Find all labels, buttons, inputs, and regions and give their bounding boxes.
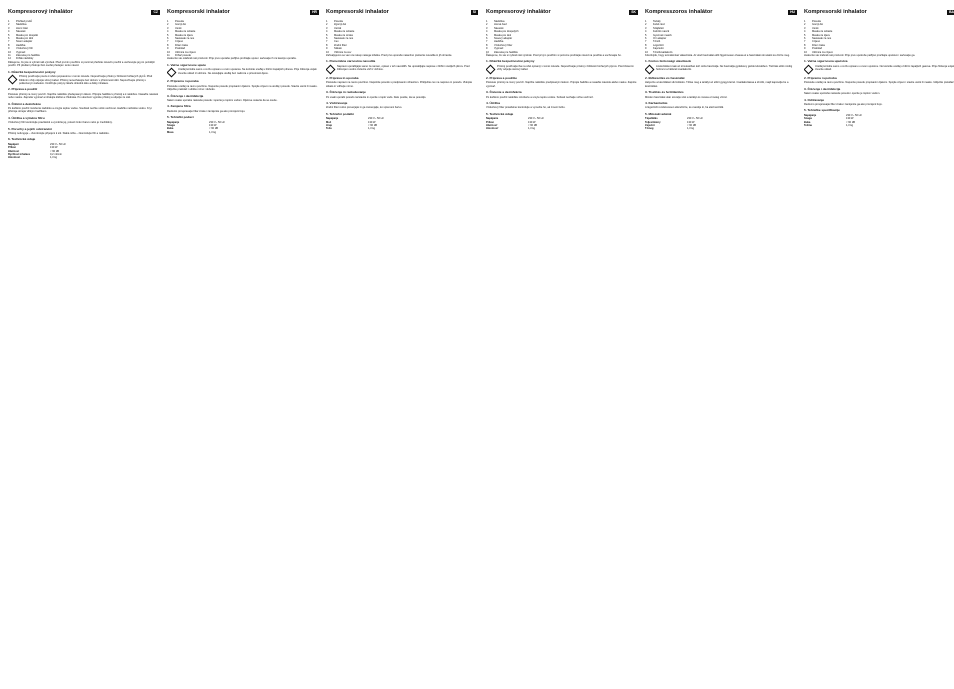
legend-number: 7	[804, 40, 806, 44]
legend-number: 5	[486, 33, 488, 37]
section-heading: 1. Fontos biztonsági utasítások	[645, 59, 692, 64]
intro-text: Ďakujeme, že ste si vybrali náš výrobok. Pred prvým použitím si pozorne prečítajte návod na použitie a uschovajte ho.	[486, 54, 622, 58]
legend-label: Zásuvka pro hadičku	[16, 54, 40, 58]
legend-label: Zračni filter	[334, 43, 347, 47]
manual-column	[8, 8, 160, 680]
section-heading: 3. Tisztítás és fertőtlenítés	[645, 90, 684, 95]
section-heading: 3. Čištění a dezinfekce	[8, 101, 42, 106]
spec-table	[8, 143, 160, 160]
legend-number: 9	[167, 47, 169, 51]
legend-number: 10	[167, 50, 170, 54]
legend-number: 8	[326, 43, 328, 47]
language-badge: BA	[949, 9, 954, 14]
legend-number: 12	[8, 57, 11, 61]
section-body: Redovito provjeravajte filtar zraka i zamijenite ga ako promijeni boju.	[167, 109, 246, 113]
legend-number: 7	[167, 40, 169, 44]
legend-label: Vtičnica za cev	[334, 50, 352, 54]
legend-number: 8	[804, 43, 806, 47]
manual-column	[645, 8, 797, 680]
parts-legend	[167, 20, 319, 57]
spec-table	[167, 121, 319, 135]
spec-key: Snaga	[804, 117, 812, 121]
language-badge: HU	[790, 9, 795, 14]
section-body: Vzduchový filtr kontrolujte pravidelně a vyměňte jej, pokud změní barvu nebo je znečištěný.	[8, 121, 113, 125]
legend-label: Felnőtt maszk	[653, 30, 670, 34]
intro-text: Děkujeme, že jste si vybrali náš výrobek. Před prvním použitím si pozorně přečtěte návod k použití a uschovejte jej pro pozdější použití. Při předání přístroje třetí osobě předejte i tento návod.	[8, 60, 155, 68]
section-body: Uređaj koristite samo u svrhu opisanu u ovim uputama. Ne koristite uređaj u blizini zapaljivih plinova. Prije čišćenja uvijek izvucite utikač iz utičnice. Ne ostavljajte uređaj bez nadzora u prisutnosti djece.	[178, 68, 317, 75]
legend-number: 4	[8, 30, 10, 34]
spec-key: Napajanje	[167, 120, 180, 124]
section-heading: 4. Údržba a výměna filtru	[8, 115, 45, 120]
section-body: Minden használat után szerelje szét a tartályt és mossa el meleg vízzel.	[645, 95, 728, 99]
legend-number: 5	[8, 33, 10, 37]
manual-column	[167, 8, 319, 680]
legend-label: Maska za odrasle	[334, 30, 355, 34]
parts-legend	[486, 20, 638, 54]
warning-icon	[8, 75, 17, 85]
legend-number: 2	[486, 23, 488, 27]
column-title: Kompresszoros inhalátor	[645, 8, 713, 15]
warning-note	[8, 75, 160, 85]
warning-icon	[167, 68, 176, 78]
legend-label: Maska za odrasle	[175, 30, 196, 34]
spec-value: < 60 dB	[368, 123, 378, 127]
language-badge: SK	[631, 9, 636, 14]
section-body: Zračni filter redno preverjajte in ga zamenjajte, ko spremeni barvo.	[326, 106, 403, 110]
legend-number: 4	[804, 30, 806, 34]
legend-label: Orr adapter	[653, 37, 667, 41]
legend-number: 2	[167, 23, 169, 27]
spec-key: Napájení	[8, 142, 19, 146]
spec-value: 130 W	[528, 120, 536, 124]
legend-label: Náustok	[494, 26, 504, 30]
legend-label: Maska pre dospelých	[494, 30, 519, 34]
legend-label: Ustnik	[334, 26, 342, 30]
section-heading: 4. Údržba	[486, 100, 500, 105]
legend-number: 11	[8, 54, 11, 58]
legend-label: Posoda	[334, 20, 343, 23]
legend-number: 2	[8, 23, 10, 27]
manual-column	[326, 8, 478, 680]
warning-icon	[804, 64, 813, 74]
legend-label: Vzduchový filtr	[16, 47, 33, 51]
column-title: Kompresorski inhalator	[804, 8, 867, 15]
legend-number: 3	[167, 26, 169, 30]
section-body: Redovno provjeravajte filter zraka i zamijenite ga ako promijeni boju.	[804, 102, 883, 106]
spec-value: 130 W	[368, 120, 376, 124]
legend-number: 10	[486, 50, 489, 54]
legend-number: 8	[645, 43, 647, 47]
section-heading: 3. Čišćenje i dezinfekcija	[804, 86, 841, 91]
legend-label: Zásuvka pre hadičku	[494, 50, 518, 54]
section-heading: 1. Pomembna varnostna navodila	[326, 59, 376, 64]
parts-legend	[326, 20, 478, 54]
spec-value: 230 V~ 50 Hz	[50, 142, 66, 146]
warning-note	[486, 65, 638, 74]
spec-key: Rychlost inhalace	[8, 153, 31, 156]
section-heading: 5. Poruchy a jejich odstranění	[8, 126, 52, 131]
spec-key: Tömeg	[645, 127, 654, 131]
legend-label: Nádobka	[494, 20, 505, 23]
legend-label: Vypínač	[494, 47, 504, 51]
column-title: Kompresorový inhalátor	[8, 8, 73, 15]
legend-number: 2	[804, 23, 806, 27]
spec-table	[804, 114, 954, 128]
legend-label: Vypínač	[16, 50, 26, 54]
section-heading: 2. Priprava in uporaba	[326, 75, 359, 80]
section-body: Prístroj používajte iba na účel opísaný v tomto návode. Nepoužívajte prístroj v blízkosti horľavých plynov. Pred čistením vždy odpojte sieťový kábel.	[497, 64, 634, 72]
legend-label: Tömlőcsatlakozó	[653, 50, 673, 54]
intro-text: Hvala što ste odabrali naš proizvod. Prije prve uporabe pažljivo pročitajte upute i sačuvajte ih za kasniju uporabu.	[167, 57, 297, 61]
section-body: Nakon svake upotrebe rastavite posudu i operite je toplom vodom.	[804, 92, 881, 96]
legend-label: Nosový adaptér	[494, 37, 513, 41]
legend-label: Cev	[334, 40, 339, 44]
section-body: Po vsaki uporabi posodo razstavite in operite s toplo vodo. Dele pustite, da se posušijo.	[326, 95, 427, 99]
legend-label: Náustek	[16, 30, 26, 34]
legend-number: 10	[326, 50, 329, 54]
legend-label: Légszűrő	[653, 43, 664, 47]
spec-key: Napájanie	[486, 117, 499, 121]
legend-number: 4	[486, 30, 488, 34]
legend-number: 1	[486, 20, 488, 23]
section-body: Postavte prístroj na rovný povrch. Naplňte nádobku predpísaným liekom. Pripojte hadičku a nasaďte náustok alebo masku. Zapnite vypínač.	[486, 81, 637, 88]
section-body: Přístroj nefunguje – zkontrolujte připojení k síti. Slabá mlha – zkontrolujte filtr a nádobku.	[8, 131, 110, 135]
legend-label: Maska za odrasle	[812, 30, 833, 34]
spec-key: Teljesítmény	[645, 120, 661, 124]
legend-label: Nastavak za nos	[812, 37, 832, 41]
legend-label: Nastavak za nos	[175, 37, 195, 41]
section-body: Postavite napravo na ravno površino. Napolnite posodo s predpisanim zdravilom. Priključite cev na napravo in posodo. Vklopite stikalo in vdihujte mirno.	[326, 81, 473, 88]
spec-key: Hlučnost	[8, 149, 20, 153]
legend-number: 1	[8, 20, 10, 23]
spec-value: 1,3 kg	[209, 130, 217, 134]
spec-value: 130 W	[846, 117, 854, 121]
section-body: A légszűrőt rendszeresen ellenőrizze, és cserélje ki, ha elszíneződik.	[645, 106, 724, 110]
intro-text: Köszönjük, hogy termékünket választotta. Az első használat előtt figyelmesen olvassa el a használati útmutatót és őrizze meg.	[645, 54, 790, 58]
language-badge: CZ	[153, 9, 158, 14]
section-body: A készüléket csak az útmutatóban leírt célra használja. Ne használja gyúlékony gázok közelében. Tisztítás előtt mindig húzza ki a hálózati csatlakozót.	[656, 64, 793, 72]
spec-key: Tápellátás	[645, 117, 658, 121]
spec-key: Buka	[167, 127, 174, 131]
spec-value: 230 V~ 50 Hz	[368, 117, 384, 121]
spec-value: 230 V~ 50 Hz	[209, 120, 225, 124]
legend-label: Maska za otroke	[334, 33, 354, 37]
legend-number: 11	[167, 54, 170, 58]
legend-label: Maska za djecu	[812, 33, 831, 37]
legend-label: Crijevo	[812, 40, 821, 44]
legend-number: 6	[326, 37, 328, 41]
legend-label: Gyermek maszk	[653, 33, 672, 37]
section-heading: 2. Priprema i uporaba	[167, 79, 199, 84]
legend-label: Držák nádobky	[16, 57, 34, 61]
spec-value: 130 W	[209, 123, 217, 127]
legend-label: Prekidač	[812, 47, 823, 51]
spec-heading: 6. Technické údaje	[8, 137, 36, 142]
section-heading: 2. Príprava a použitie	[486, 75, 517, 80]
spec-table	[326, 117, 478, 131]
legend-number: 4	[326, 30, 328, 34]
legend-number: 8	[167, 43, 169, 47]
legend-number: 1	[645, 20, 647, 23]
legend-label: Držač posude	[175, 54, 192, 58]
column-title: Kompresorový inhalátor	[486, 8, 551, 15]
spec-heading: 5. Technické údaje	[486, 111, 514, 116]
spec-key: Zajszint	[645, 123, 655, 127]
warning-note	[167, 68, 319, 77]
legend-label: Crijevo	[175, 40, 184, 44]
spec-heading: 5. Műszaki adatok	[645, 111, 672, 116]
legend-number: 7	[645, 40, 647, 44]
spec-value: 1,3 kg	[528, 127, 536, 131]
legend-number: 6	[804, 37, 806, 41]
legend-number: 3	[645, 26, 647, 30]
spec-key: Moč	[326, 120, 332, 124]
section-body: Vzduchový filter pravidelne kontrolujte a vymeňte ho, ak zmení farbu.	[486, 106, 566, 110]
legend-label: Usnik	[812, 26, 819, 30]
intro-text: Zahvaljujemo se vam za nakup našega izdelka. Pred prvo uporabo natančno preberite navodila in jih shranite.	[326, 54, 453, 58]
spec-key: Težina	[804, 123, 812, 127]
spec-value: < 60 dB	[846, 120, 856, 124]
spec-key: Příkon	[8, 146, 17, 150]
section-heading: 2. Příprava a použití	[8, 87, 38, 92]
legend-number: 1	[804, 20, 806, 23]
legend-number: 10	[804, 50, 807, 54]
spec-heading: 5. Tehničke specifikacije	[804, 108, 840, 113]
legend-number: 8	[486, 43, 488, 47]
section-heading: 4. Vzdrževanje	[326, 100, 348, 105]
legend-label: Nádobka	[16, 23, 27, 27]
column-header	[8, 8, 160, 17]
legend-number: 9	[8, 47, 10, 51]
section-heading: 3. Čistenie a dezinfekcia	[486, 90, 522, 95]
legend-number: 3	[8, 26, 10, 30]
spec-key: Napajanje	[804, 113, 817, 117]
spec-table	[645, 117, 797, 131]
legend-label: Gornji dio	[175, 23, 187, 27]
spec-table	[486, 117, 638, 131]
legend-number: 6	[645, 37, 647, 41]
parts-legend	[8, 20, 160, 61]
legend-label: Tartály	[653, 20, 661, 23]
spec-value: < 60 dB	[209, 127, 219, 131]
spec-key: Hmotnost	[8, 156, 21, 160]
spec-value: 230 V~ 50 Hz	[687, 117, 703, 121]
legend-number: 6	[486, 37, 488, 41]
spec-key: Príkon	[486, 120, 495, 124]
legend-number: 1	[167, 20, 169, 23]
legend-number: 1	[326, 20, 328, 23]
legend-number: 10	[8, 50, 11, 54]
legend-number: 5	[167, 33, 169, 37]
legend-number: 7	[8, 40, 10, 44]
spec-value: < 60 dB	[50, 149, 60, 153]
legend-label: Utičnica za crijevo	[175, 50, 196, 54]
legend-label: Nastavek za nos	[334, 37, 354, 41]
manual-column	[486, 8, 638, 680]
legend-label: Prekidač	[175, 47, 186, 51]
spec-value: 230 V~ 50 Hz	[846, 113, 862, 117]
legend-label: Usnik	[175, 26, 182, 30]
legend-label: Posuda	[175, 20, 184, 23]
legend-number: 5	[326, 33, 328, 37]
intro-text: Hvala što ste izabrali naš proizvod. Prije prve upotrebe pažljivo pročitajte uputstvo i sačuvajte ga.	[804, 54, 916, 58]
legend-label: Zgornji del	[334, 23, 347, 27]
section-body: Nakon svake uporabe rastavite posudu i operite je toplom vodom. Dijelove ostavite da se osuše.	[167, 98, 278, 102]
legend-label: Vzduchový filter	[494, 43, 513, 47]
section-heading: 1. Dôležité bezpečnostné pokyny	[486, 59, 535, 64]
warning-icon	[486, 64, 495, 74]
section-heading: 3. Čišćenje i dezinfekcija	[167, 93, 204, 98]
warning-icon	[645, 64, 654, 74]
legend-label: Felső rész	[653, 23, 665, 27]
legend-number: 5	[645, 33, 647, 37]
legend-number: 10	[645, 50, 648, 54]
spec-value: 1,3 kg	[846, 123, 854, 127]
legend-number: 9	[486, 47, 488, 51]
section-heading: 3. Čiščenje in razkuževanje	[326, 90, 366, 95]
legend-number: 9	[645, 47, 647, 51]
section-body: Postavte přístroj na rovný povrch. Naplňte nádobku předepsaným lékem. Připojte hadičku k přístroji a k nádobce. Nasaďte náustek nebo masku. Zapněte vypínač a inhalujte klidně a zhluboka. Po ukončení vypněte přístroj a odpojte ze sítě.	[8, 92, 159, 100]
spec-value: < 60 dB	[687, 123, 697, 127]
legend-label: Kapcsoló	[653, 47, 664, 51]
column-header	[645, 8, 797, 17]
legend-number: 7	[326, 40, 328, 44]
spec-value: 130 W	[50, 146, 58, 150]
legend-label: Nosní adaptér	[16, 40, 33, 44]
legend-number: 7	[486, 40, 488, 44]
legend-number: 4	[645, 30, 647, 34]
section-heading: 1. Důležité bezpečnostní pokyny	[8, 69, 56, 74]
parts-legend	[804, 20, 954, 54]
legend-number: 9	[326, 47, 328, 51]
legend-label: Gornji dio	[812, 23, 824, 27]
legend-label: Maska za djecu	[175, 33, 194, 37]
section-body: Po každom použití nádobku rozoberte a umyte teplou vodou. Súčasti nechajte voľne uschnúť.	[486, 95, 594, 99]
language-badge: SI	[472, 9, 476, 14]
spec-key: Teža	[326, 127, 332, 131]
spec-value: 230 V~ 50 Hz	[528, 117, 544, 121]
section-body: Postavite uređaj na ravnu površinu. Napunite posudu propisanim lijekom. Spojite crijevo na uređaj i posudu. Stavite usnik ili masku. Uključite prekidač i udišite mirno i duboko.	[167, 84, 318, 92]
legend-number: 4	[167, 30, 169, 34]
legend-label: Maska pro děti	[16, 37, 34, 41]
legend-label: Přehled prvků	[16, 20, 33, 23]
column-header	[167, 8, 319, 17]
legend-number: 2	[645, 23, 647, 27]
section-heading: 2. Priprema i upotreba	[804, 75, 837, 80]
warning-note	[645, 65, 797, 74]
spec-value: 1,3 kg	[687, 127, 695, 131]
section-body: Postavite uređaj na ravnu površinu. Napunite posudu propisanim lijekom. Spojite crijevo i stavite usnik ili masku. Uključite prekidač.	[804, 81, 954, 85]
spec-key: Hmotnosť	[486, 127, 499, 131]
manual-column	[804, 8, 954, 680]
legend-label: Utičnica za crijevo	[812, 50, 833, 54]
legend-number: 9	[804, 47, 806, 51]
column-header	[326, 8, 478, 17]
section-body: Uređaj koristite samo u svrhu opisanu u ovom uputstvu. Ne koristite uređaj u blizini zapaljivih gasova. Prije čišćenja uvijek izvucite utikač.	[815, 64, 954, 72]
section-heading: 4. Karbantartás	[645, 100, 668, 105]
section-heading: 4. Održavanje	[804, 97, 825, 102]
legend-label: Filtar zraka	[175, 43, 188, 47]
section-body: Helyezze a készüléket sík felületre. Töltse meg a tartályt az előírt gyógyszerrel. Csatlakoztassa a tömlőt, majd kapcsolja be a készüléket.	[645, 81, 789, 88]
section-heading: 4. Zamjena filtra	[167, 104, 191, 109]
legend-number: 2	[326, 23, 328, 27]
warning-note	[804, 65, 954, 74]
legend-label: Hadička	[16, 43, 26, 47]
legend-label: Horná časť	[494, 23, 507, 27]
spec-key: Snaga	[167, 123, 175, 127]
legend-number: 3	[486, 26, 488, 30]
spec-value: 0,2 ml/min	[50, 153, 62, 156]
warning-note	[326, 65, 478, 74]
legend-label: Maska pre deti	[494, 33, 512, 37]
parts-legend	[645, 20, 797, 54]
legend-number: 6	[8, 37, 10, 41]
legend-label: Szájfeltét	[653, 26, 664, 30]
legend-label: Hadička	[494, 40, 504, 44]
section-body: Po každém použití rozeberte nádobku a omyjte teplou vodou. Součásti nechte volně uschnout. Hadičku nečistěte vodou. Kryt přístroje otírejte vlhkým hadříkem.	[8, 106, 152, 114]
spec-key: Hrup	[326, 123, 333, 127]
column-title: Kompresorski inhalator	[167, 8, 230, 15]
legend-label: Maska pro dospělé	[16, 33, 38, 37]
spec-value: < 60 dB	[528, 123, 538, 127]
legend-number: 6	[167, 37, 169, 41]
spec-key: Masa	[167, 130, 174, 134]
spec-key: Buka	[804, 120, 811, 124]
column-header	[804, 8, 954, 17]
column-title: Kompresorski inhalator	[326, 8, 389, 15]
legend-number: 3	[326, 26, 328, 30]
column-header	[486, 8, 638, 17]
spec-key: Napajanje	[326, 117, 339, 121]
spec-heading: 5. Tehnički podaci	[167, 115, 194, 120]
legend-label: Filter zraka	[812, 43, 825, 47]
spec-heading: 5. Tehnični podatki	[326, 111, 354, 116]
section-heading: 1. Važna sigurnosna uputstva	[804, 59, 848, 64]
spec-value: 130 W	[687, 120, 695, 124]
legend-number: 8	[8, 43, 10, 47]
spec-value: 1,3 kg	[50, 156, 58, 160]
section-body: Přístroj používejte pouze k účelu popsanému v tomto návodu. Nepoužívejte přístroj v blízkosti hořlavých plynů. Před čištěním vždy odpojte síťový kabel. Přístroj nenechávejte bez dozoru v přítomnosti dětí. Nepoužívejte přístroj s poškozeným kabelem. Dodržujte pokyny lékaře ohledně léku a délky inhalace.	[19, 75, 153, 85]
spec-key: Hlučnosť	[486, 123, 498, 127]
language-badge: HR	[312, 9, 317, 14]
legend-label: Stikalo	[334, 47, 342, 51]
legend-number: 3	[804, 26, 806, 30]
section-heading: 1. Važne sigurnosne upute	[167, 62, 207, 67]
legend-label: Posuda	[812, 20, 821, 23]
section-body: Napravo uporabljajte samo za namen, opisan v teh navodilih. Ne uporabljajte naprave v bližini vnetljivih plinov. Pred čiščenjem vedno izvlecite vtič iz vtičnice.	[337, 64, 470, 72]
legend-number: 5	[804, 33, 806, 37]
legend-label: Horní část	[16, 26, 28, 30]
legend-label: Tömlő	[653, 40, 661, 44]
spec-value: 1,3 kg	[368, 127, 376, 131]
section-heading: 2. Előkészítés és használat	[645, 75, 685, 80]
warning-icon	[326, 64, 335, 74]
